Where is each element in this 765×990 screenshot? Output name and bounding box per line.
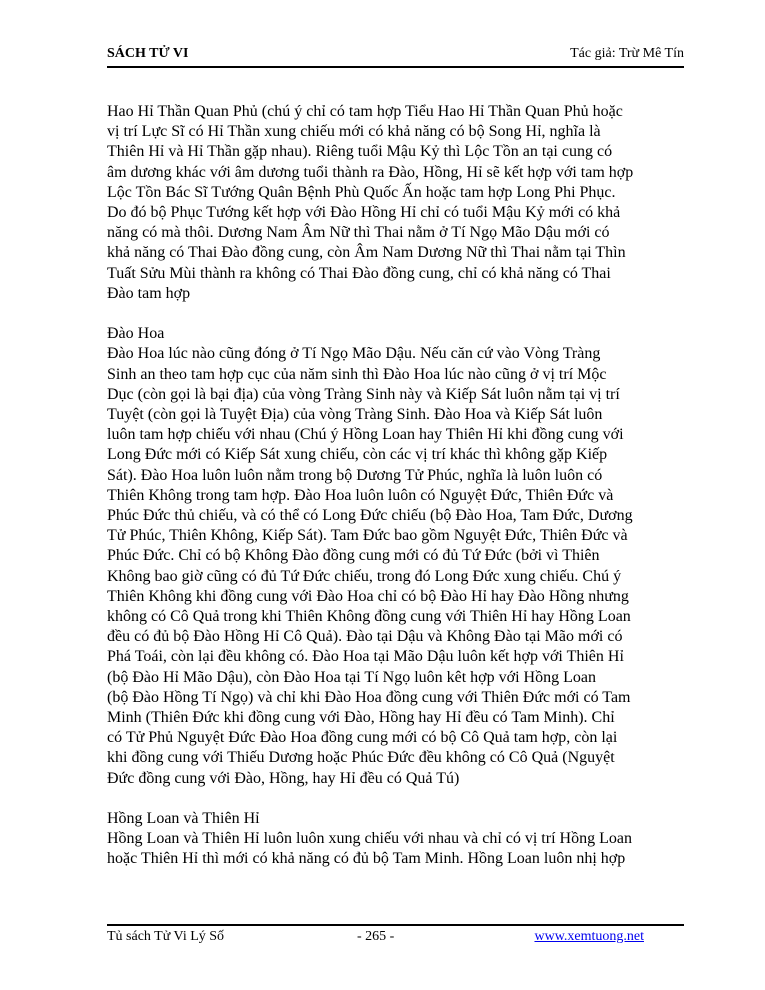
text-line: (bộ Đào Hỉ Mão Dậu), còn Đào Hoa tại Tí Ngọ luôn kêt hợp với Hồng Loan <box>107 668 596 686</box>
text-line: hoặc Thiên Hỉ thì mới có khả năng có đủ bộ Tam Minh. Hồng Loan luôn nhị hợp <box>107 850 626 868</box>
footer-divider <box>107 924 684 926</box>
text-line: Tuất Sửu Mùi thành ra không có Thai Đào đồng cung, chỉ có khả năng có Thai <box>107 264 611 282</box>
text-line: Phúc Đức thủ chiếu, và có thể có Long Đức chiếu (bộ Đào Hoa, Tam Đức, Dương <box>107 507 633 525</box>
text-line: đều có đủ bộ Đào Hồng Hỉ Cô Quả). Đào tại Dậu và Không Đào tại Mão mới có <box>107 628 623 646</box>
text-line: âm dương khác với âm dương tuổi thành ra Đào, Hồng, Hỉ sẽ kết hợp với tam hợp <box>107 163 634 181</box>
text-line: Hao Hỉ Thần Quan Phủ (chú ý chỉ có tam hợp Tiểu Hao Hỉ Thần Quan Phủ hoặc <box>107 103 623 120</box>
page-number: - 265 - <box>357 929 395 944</box>
text-line: năng có mà thôi. Dương Nam Âm Nữ thì Thai nằm ở Tí Ngọ Mão Dậu mới có <box>107 224 610 242</box>
text-line: không có Cô Quả trong khi Thiên Không đồng cung với Thiên Hỉ hay Hồng Loan <box>107 608 631 626</box>
text-line: Do đó bộ Phục Tướng kết hợp với Đào Hồng Hỉ chỉ có tuổi Mậu Kỷ mới có khả <box>107 204 621 222</box>
text-line: Không bao giờ cũng có đủ Tứ Đức chiếu, trong đó Long Đức xung chiếu. Chú ý <box>107 567 622 585</box>
text-line: Thiên Không khi đồng cung với Đào Hoa chỉ có bộ Đào Hỉ hay Đào Hồng nhưng <box>107 587 629 605</box>
page-footer <box>107 929 684 947</box>
text-line: khả năng có Thai Đào đồng cung, còn Âm Nam Dương Nữ thì Thai nằm tại Thìn <box>107 244 626 262</box>
header-divider <box>107 66 684 68</box>
text-line: có Tử Phủ Nguyệt Đức Đào Hoa đồng cung mới có bộ Cô Quả tam hợp, còn lại <box>107 729 618 747</box>
website-link[interactable]: www.xemtuong.net <box>534 929 644 944</box>
book-title: SÁCH TỬ VI <box>107 46 189 61</box>
author-line: Tác giả: Trừ Mê Tín <box>570 46 684 61</box>
text-line: Đào tam hợp <box>107 284 191 302</box>
text-line: vị trí Lực Sĩ có Hỉ Thần xung chiếu mới có khả năng có bộ Song Hỉ, nghĩa là <box>107 123 601 141</box>
text-line: Đức đồng cung với Đào, Hồng, hay Hỉ đều có Quả Tú) <box>107 769 460 787</box>
paragraph <box>107 809 687 870</box>
text-line: luôn tam hợp chiếu với nhau (Chú ý Hồng Loan hay Thiên Hỉ khi đồng cung với <box>107 426 624 444</box>
text-line: Lộc Tồn Bác Sĩ Tướng Quân Bệnh Phù Quốc Ấn hoặc tam hợp Long Phi Phục. <box>107 183 616 201</box>
text-line: Hồng Loan và Thiên Hỉ luôn luôn xung chiếu với nhau và chỉ có vị trí Hồng Loan <box>107 830 632 848</box>
text-line: Phúc Đức. Chỉ có bộ Không Đào đồng cung mới có đủ Tứ Đức (bởi vì Thiên <box>107 547 600 565</box>
body-text <box>107 102 687 890</box>
text-line: Phá Toái, còn lại đều không có. Đào Hoa tại Mão Dậu luôn kết hợp với Thiên Hỉ <box>107 648 624 666</box>
text-line: Đào Hoa lúc nào cũng đóng ở Tí Ngọ Mão Dậu. Nếu căn cứ vào Vòng Tràng <box>107 345 601 363</box>
text-line: khi đồng cung với Thiếu Dương hoặc Phúc Đức đều không có Cô Quả (Nguyệt <box>107 749 615 767</box>
text-line: Minh (Thiên Đức khi đồng cung với Đào, Hồng hay Hỉ đều có Tam Minh). Chỉ <box>107 709 615 727</box>
text-line: Đào Hoa <box>107 325 165 343</box>
paragraph <box>107 324 687 789</box>
text-line: Long Đức mới có Kiếp Sát xung chiếu, còn các vị trí khác thì không gặp Kiếp <box>107 446 608 464</box>
series-name: Tủ sách Tử Vi Lý Số <box>107 929 225 944</box>
text-line: Dục (còn gọi là bại địa) của vòng Tràng Sinh này và Kiếp Sát luôn nằm tại vị trí <box>107 385 620 403</box>
text-line: Thiên Hỉ và Hỉ Thần gặp nhau). Riêng tuổi Mậu Kỷ thì Lộc Tồn an tại cung có <box>107 143 613 161</box>
text-line: (bộ Đào Hồng Tí Ngọ) và chỉ khi Đào Hoa đồng cung với Thiên Đức mới có Tam <box>107 688 631 706</box>
paragraph <box>107 102 687 304</box>
page-header <box>107 46 684 66</box>
text-line: Tử Phúc, Thiên Không, Kiếp Sát). Tam Đức bao gồm Nguyệt Đức, Thiên Đức và <box>107 527 628 545</box>
text-line: Sát). Đào Hoa luôn luôn nằm trong bộ Dương Tử Phúc, nghĩa là luôn luôn có <box>107 466 603 484</box>
text-line: Hồng Loan và Thiên Hỉ <box>107 810 260 828</box>
text-line: Sinh an theo tam hợp cục của năm sinh thì Đào Hoa lúc nào cũng ở vị trí Mộc <box>107 365 607 383</box>
text-line: Thiên Không trong tam hợp. Đào Hoa luôn luôn có Nguyệt Đức, Thiên Đức và <box>107 486 614 504</box>
text-line: Tuyệt (còn gọi là Tuyệt Địa) của vòng Tràng Sinh. Đào Hoa và Kiếp Sát luôn <box>107 406 603 424</box>
